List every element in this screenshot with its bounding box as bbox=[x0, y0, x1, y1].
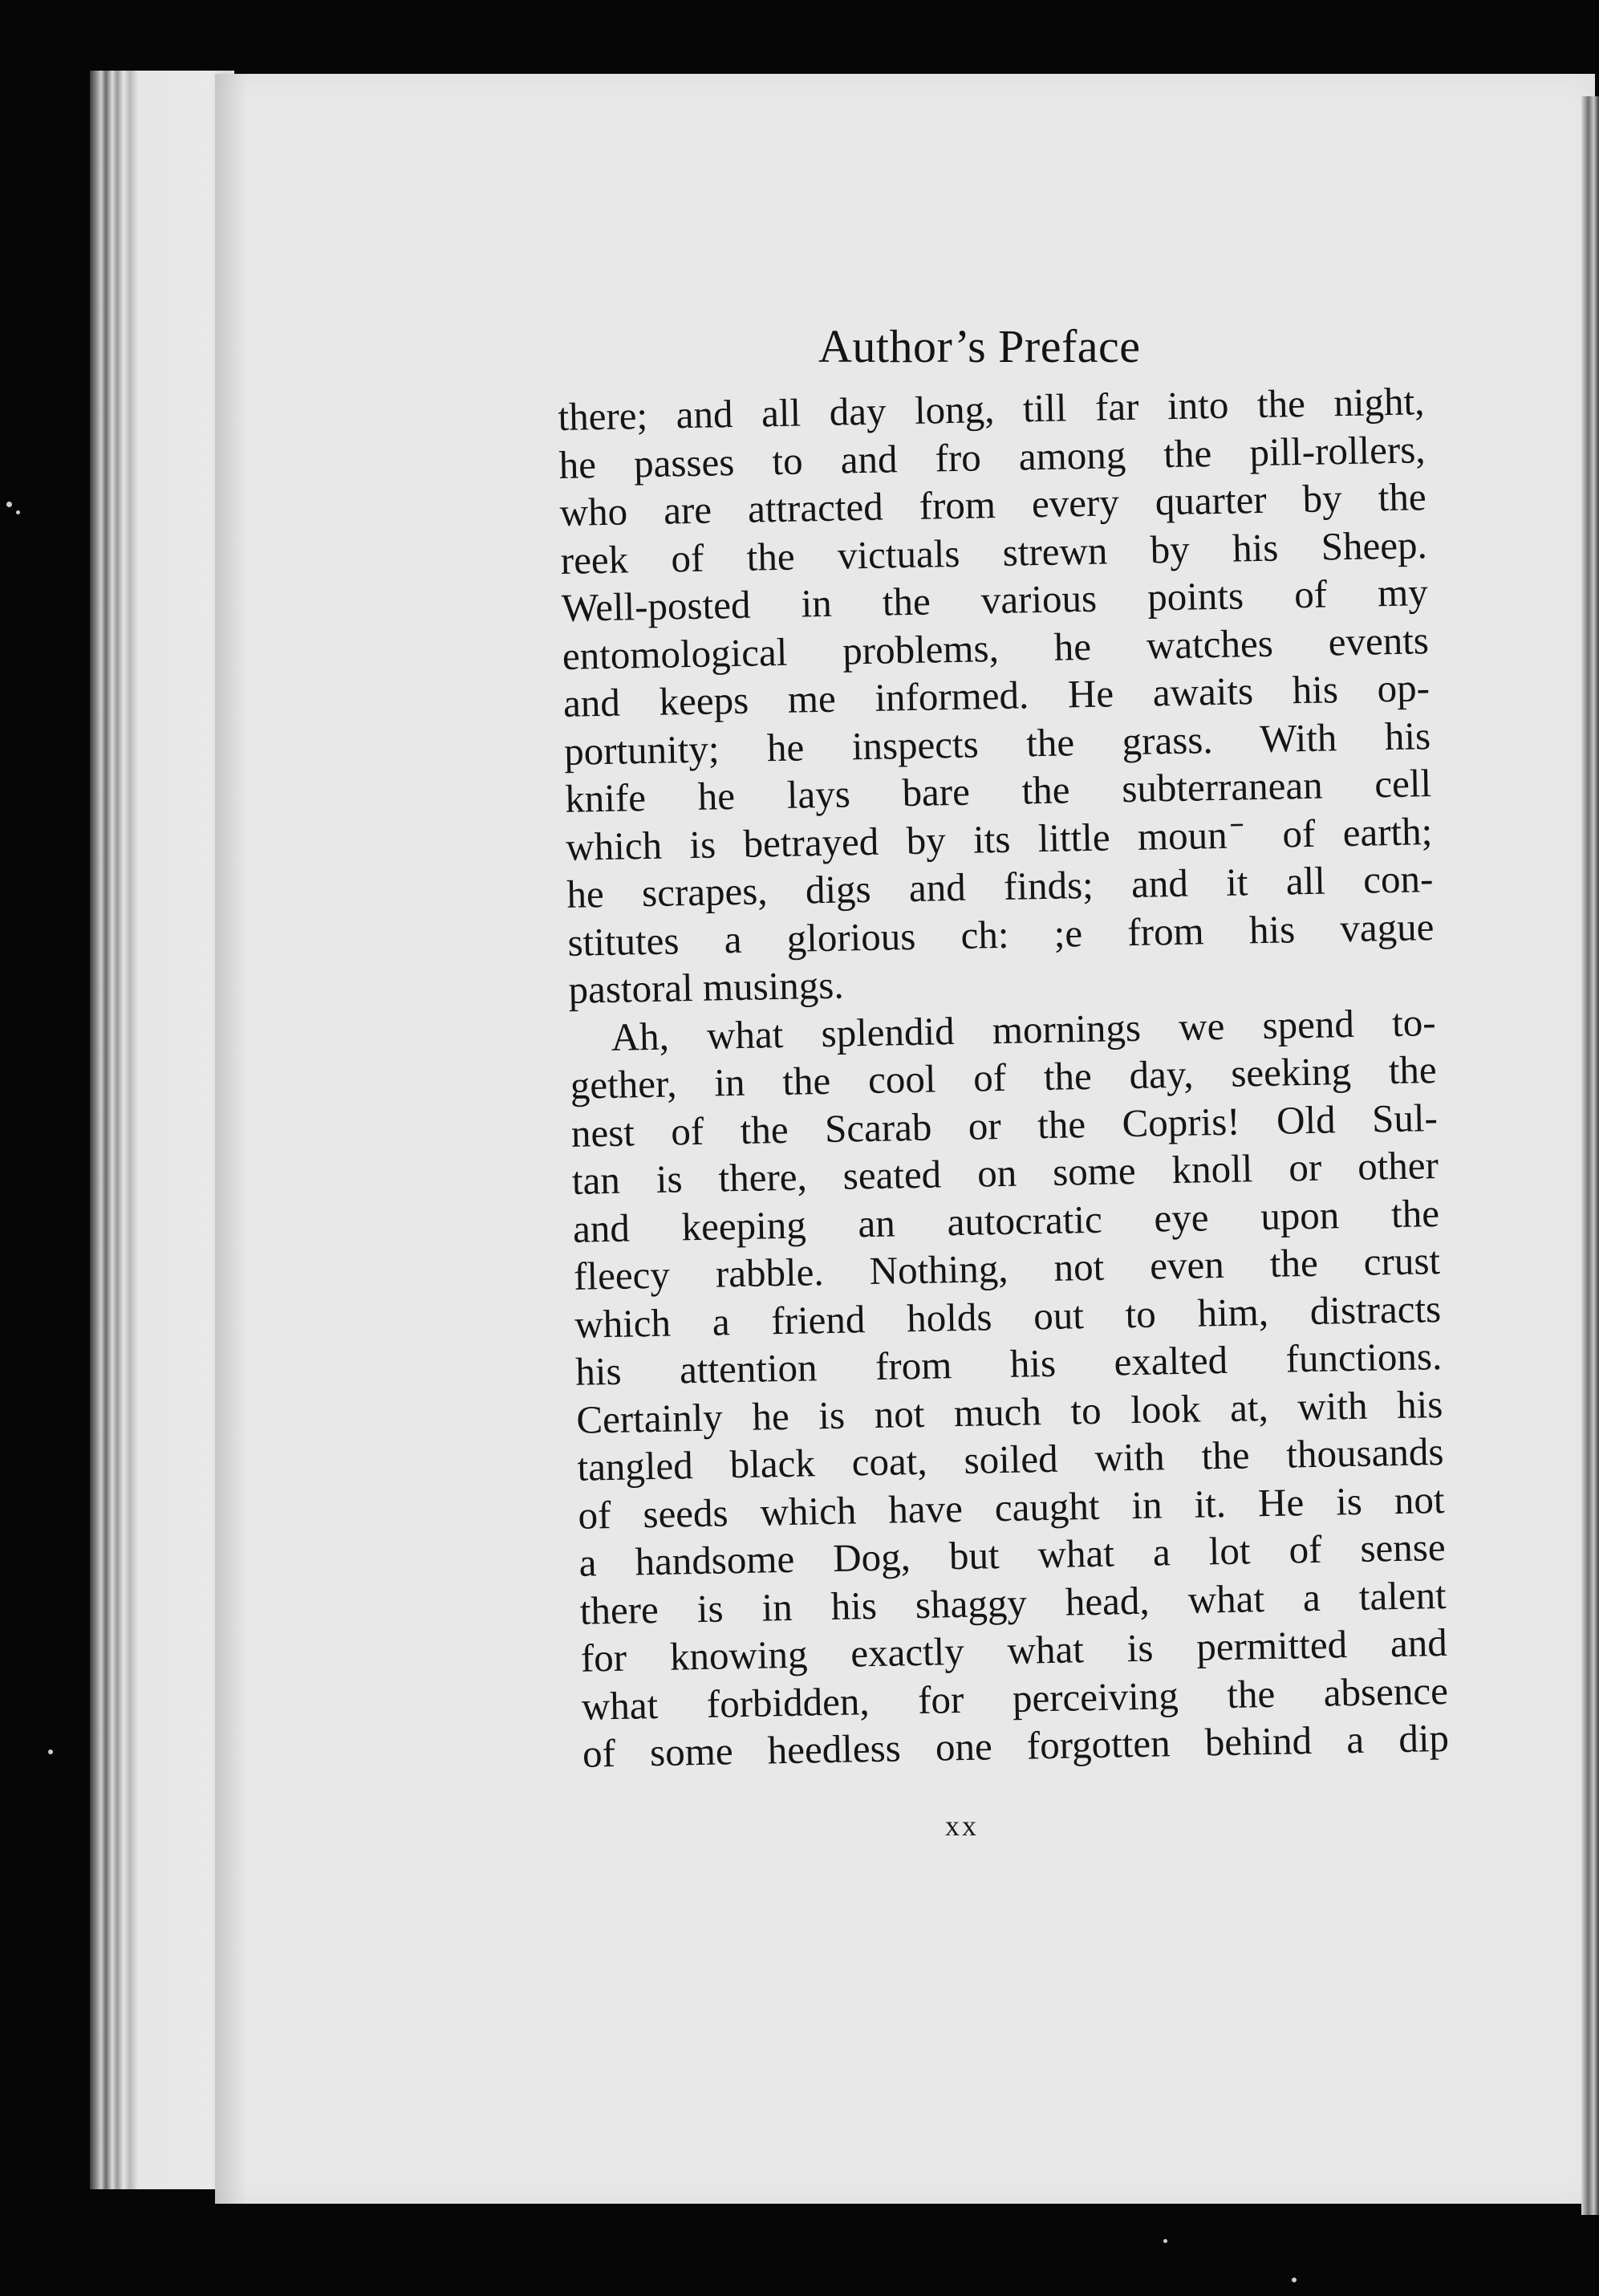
gutter-shadow bbox=[215, 74, 247, 2204]
text-line: what forbidden, for perceiving the absence bbox=[581, 1668, 1449, 1729]
text-line: entomological problems, he watches events bbox=[562, 617, 1430, 678]
text-line: of seeds which have caught in it. He is not bbox=[578, 1477, 1445, 1538]
text-line: fleecy rabble. Nothing, not even the crust bbox=[573, 1238, 1441, 1298]
text-line: his attention from his exalted functions. bbox=[574, 1334, 1443, 1394]
text-line: tan is there, seated on some knoll or other bbox=[571, 1143, 1439, 1203]
text-line: for knowing exactly what is permitted and bbox=[580, 1619, 1448, 1680]
text-line: he passes to and fro among the pill-rollers, bbox=[558, 426, 1426, 487]
page-number: xx bbox=[945, 1810, 979, 1842]
text-line: pastoral musings. bbox=[568, 962, 845, 1012]
underlying-page-edges bbox=[90, 71, 234, 2189]
text-line: gether, in the cool of the day, seeking the bbox=[570, 1047, 1438, 1107]
text-line: tangled black coat, soiled with the thousands bbox=[577, 1428, 1444, 1489]
text-line: portunity; he inspects the grass. With his bbox=[563, 713, 1431, 774]
right-page-edge bbox=[1581, 96, 1599, 2215]
text-line: and keeping an autocratic eye upon the bbox=[572, 1190, 1440, 1251]
text-line: Well-posted in the various points of my bbox=[561, 570, 1429, 630]
text-line: which is betrayed by its little moun ̄ of earth; bbox=[565, 808, 1433, 869]
text-line: which a friend holds out to him, distracts bbox=[574, 1286, 1442, 1347]
text-line: of some heedless one forgotten behind a dip bbox=[582, 1715, 1450, 1776]
text-line: who are attracted from every quarter by the bbox=[559, 474, 1427, 534]
text-line: there; and all day long, till far into the night, bbox=[558, 379, 1425, 439]
text-line: stitutes a glorious ch: ;e from his vague bbox=[567, 904, 1435, 965]
text-line: nest of the Scarab or the Copris! Old Sul- bbox=[570, 1095, 1439, 1156]
text-line: a handsome Dog, but what a lot of sense bbox=[578, 1524, 1447, 1585]
body-text bbox=[558, 377, 1449, 1778]
text-line: knife he lays bare the subterranean cell bbox=[564, 761, 1432, 821]
text-line: reek of the victuals strewn by his Sheep. bbox=[560, 522, 1428, 583]
text-line: and keeps me informed. He awaits his op- bbox=[562, 665, 1431, 725]
text-line: there is in his shaggy head, what a talent bbox=[579, 1572, 1447, 1633]
text-line: Ah, what splendid mornings we spend to- bbox=[611, 999, 1437, 1059]
text-line: he scrapes, digs and finds; and it all con- bbox=[566, 856, 1434, 916]
text-line: Certainly he is not much to look at, with his bbox=[575, 1381, 1443, 1442]
running-head: Author’s Preface bbox=[818, 320, 1141, 372]
